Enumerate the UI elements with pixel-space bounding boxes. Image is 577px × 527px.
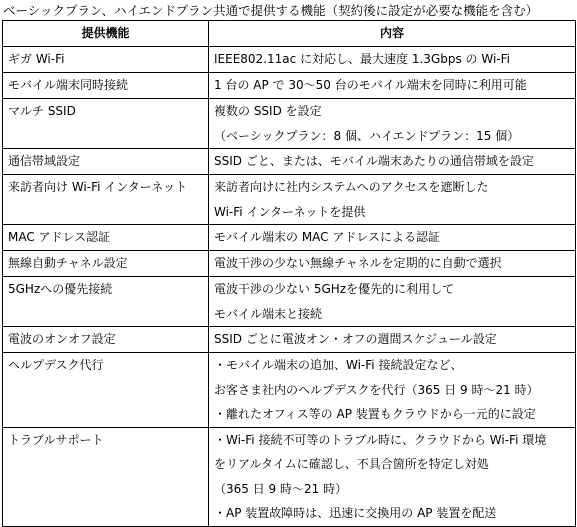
content-cell	[209, 327, 576, 353]
table-row	[3, 277, 576, 327]
table-row	[3, 427, 576, 526]
content-line: Wi-Fi インターネットを提供	[214, 204, 366, 219]
header-content: 内容	[209, 21, 576, 47]
feature-cell: 通信帯域設定	[3, 149, 209, 175]
table-row	[3, 225, 576, 251]
content-line: ・モバイル端末の追加、Wi-Fi 接続設定など、	[214, 358, 463, 372]
content-line: モバイル端末と接続	[214, 306, 323, 321]
content-cell	[209, 47, 576, 73]
table-row	[3, 353, 576, 428]
feature-table	[2, 20, 576, 527]
content-line: お客さま社内のヘルプデスクを代行（365 日 9 時～21 時）	[214, 382, 539, 397]
feature-cell: 5GHzへの優先接続	[3, 277, 209, 327]
content-cell	[209, 427, 576, 526]
feature-cell: モバイル端末同時接続	[3, 73, 209, 99]
table-header-row	[3, 21, 576, 47]
content-line: ・AP 装置故障時は、迅速に交換用の AP 装置を配送	[214, 506, 497, 520]
table-row	[3, 47, 576, 73]
content-line: をリアルタイムに確認し、不具合箇所を特定し対処	[214, 457, 489, 471]
content-line: モバイル端末の MAC アドレスによる認証	[214, 230, 441, 244]
content-cell	[209, 99, 576, 149]
content-line: SSID ごと、または、モバイル端末あたりの通信帯域を設定	[214, 154, 534, 168]
content-line: （ベーシックプラン：8 個、ハイエンドプラン：15 個）	[214, 128, 520, 143]
feature-cell: MAC アドレス認証	[3, 225, 209, 251]
table-row	[3, 99, 576, 149]
content-line: （365 日 9 時～21 時）	[214, 481, 348, 496]
feature-cell: ヘルプデスク代行	[3, 353, 209, 428]
feature-cell: マルチ SSID	[3, 99, 209, 149]
table-row	[3, 327, 576, 353]
table-body	[3, 47, 576, 527]
table-row	[3, 251, 576, 277]
content-cell	[209, 225, 576, 251]
content-cell	[209, 251, 576, 277]
content-line: 複数の SSID を設定	[214, 104, 322, 118]
content-cell	[209, 149, 576, 175]
feature-cell: ギガ Wi-Fi	[3, 47, 209, 73]
content-cell	[209, 175, 576, 225]
header-feature: 提供機能	[3, 21, 209, 47]
table-row	[3, 175, 576, 225]
content-cell	[209, 353, 576, 428]
feature-cell: 電波のオンオフ設定	[3, 327, 209, 353]
feature-cell: トラブルサポート	[3, 427, 209, 526]
content-line: IEEE802.11ac に対応し、最大速度 1.3Gbps の Wi-Fi	[214, 52, 510, 66]
content-cell	[209, 277, 576, 327]
content-line: SSID ごとに電波オン・オフの週間スケジュール設定	[214, 332, 497, 346]
content-line: ・離れたオフィス等の AP 装置もクラウドから一元的に設定	[214, 407, 536, 421]
content-line: 来訪者向けに社内システムへのアクセスを遮断した	[214, 180, 489, 194]
table-row	[3, 73, 576, 99]
table-row	[3, 149, 576, 175]
content-line: ・Wi-Fi 接続不可等のトラブル時に、クラウドから Wi-Fi 環境	[214, 432, 547, 447]
content-cell	[209, 73, 576, 99]
feature-cell: 来訪者向け Wi-Fi インターネット	[3, 175, 209, 225]
content-line: 電波干渉の少ない無線チャネルを定期的に自動で選択	[214, 256, 502, 270]
content-line: 電波干渉の少ない 5GHzを優先的に利用して	[214, 282, 455, 296]
table-caption: ベーシックプラン、ハイエンドプラン共通で提供する機能（契約後に設定が必要な機能を含む）	[3, 3, 539, 18]
feature-cell: 無線自動チャネル設定	[3, 251, 209, 277]
content-line: 1 台の AP で 30～50 台のモバイル端末を同時に利用可能	[214, 78, 527, 92]
